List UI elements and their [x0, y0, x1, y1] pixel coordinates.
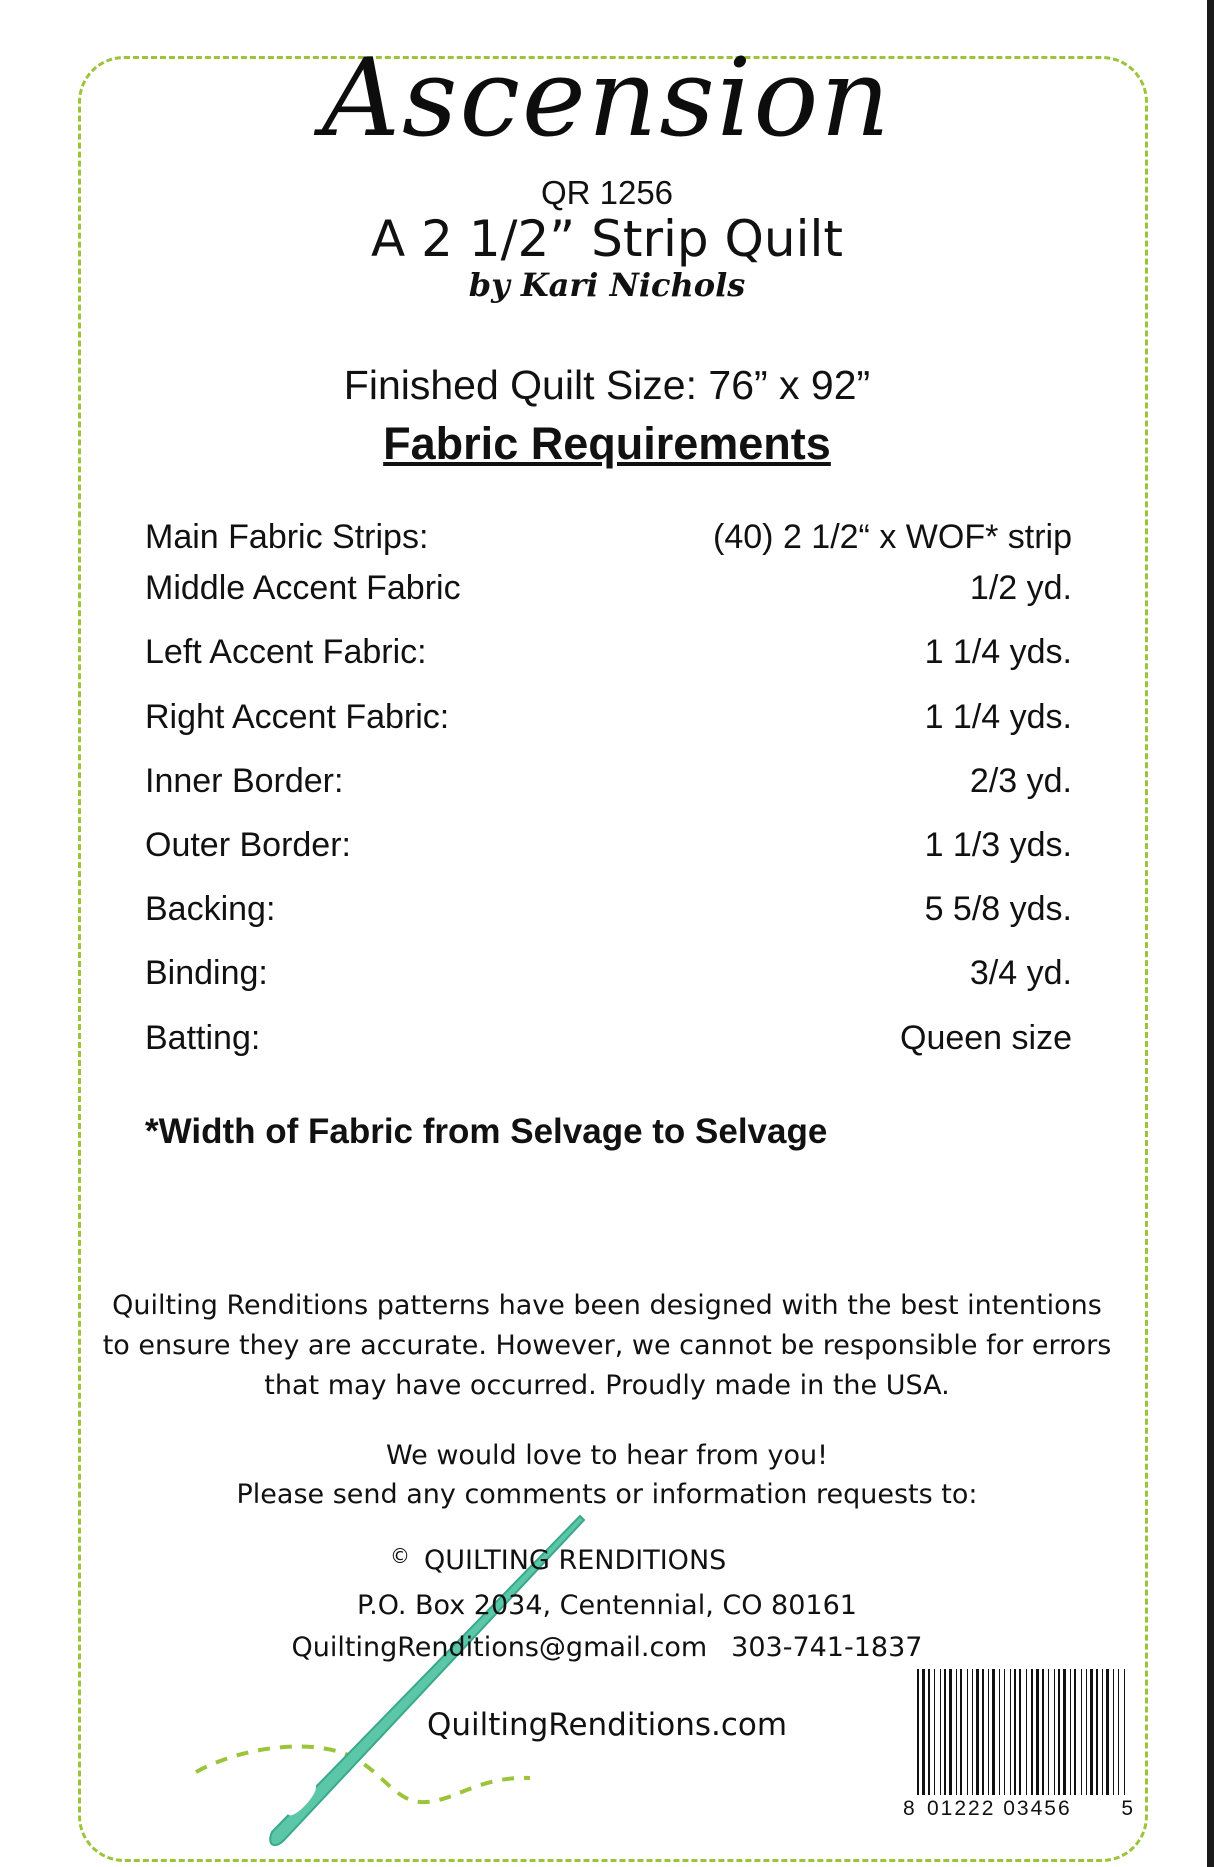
pattern-code: QR 1256: [540, 174, 674, 211]
barcode: [903, 1665, 1135, 1820]
barcode-digits: [903, 1795, 1135, 1823]
company-name: QUILTING RENDITIONS: [424, 1545, 727, 1576]
finished-quilt-size: Finished Quilt Size: 76” x 92”: [343, 362, 871, 408]
website-link[interactable]: QuiltingRenditions.com: [426, 1707, 788, 1743]
requirement-label: Batting:: [145, 1019, 261, 1057]
requirement-label: Inner Border:: [145, 762, 344, 800]
copyright-icon: ©: [390, 1544, 410, 1568]
contact-email-phone: [0, 1632, 1214, 1663]
requirement-amount: (40) 2 1/2“ x WOF* strip: [713, 518, 1072, 556]
requirement-amount: 5 5/8 yds.: [924, 890, 1072, 928]
disclaimer-line: that may have occurred. Proudly made in the USA.: [264, 1370, 950, 1401]
requirement-label: Main Fabric Strips:: [145, 518, 429, 556]
requirement-amount: 1 1/4 yds.: [924, 698, 1072, 736]
requirement-label: Outer Border:: [145, 826, 351, 864]
requirement-label: Middle Accent Fabric: [145, 569, 461, 607]
requirement-amount: 1 1/4 yds.: [924, 633, 1072, 671]
requirement-label: Right Accent Fabric:: [145, 698, 450, 736]
requirement-label: Binding:: [145, 954, 268, 992]
requirement-amount: 1 1/3 yds.: [924, 826, 1072, 864]
requirement-label: Backing:: [145, 890, 276, 928]
contact-intro-line: Please send any comments or information requests to:: [236, 1479, 978, 1510]
fabric-requirements-heading: Fabric Requirements: [383, 418, 831, 469]
barcode-bars: [903, 1665, 1135, 1795]
disclaimer-line: to ensure they are accurate. However, we cannot be responsible for errors: [102, 1330, 1112, 1361]
requirement-amount: Queen size: [900, 1019, 1072, 1057]
requirement-amount: 3/4 yd.: [969, 954, 1072, 992]
pattern-subtitle: A 2 1/2” Strip Quilt: [371, 210, 843, 268]
barcode-first-digit: 8: [903, 1797, 915, 1820]
contact-intro-line: We would love to hear from you!: [386, 1440, 828, 1471]
company-line: [390, 1544, 726, 1576]
barcode-middle-digits: 01222 03456: [921, 1797, 1078, 1821]
requirement-label: Left Accent Fabric:: [145, 633, 427, 671]
requirement-amount: 2/3 yd.: [969, 762, 1072, 800]
barcode-last-digit: 5: [1121, 1797, 1133, 1820]
disclaimer-line: Quilting Renditions patterns have been designed with the best intentions: [112, 1290, 1102, 1321]
pattern-author: by Kari Nichols: [468, 266, 746, 304]
pattern-title: Ascension: [322, 36, 892, 161]
requirement-amount: 1/2 yd.: [969, 569, 1072, 607]
contact-phone: 303-741-1837: [731, 1632, 923, 1663]
mailing-address: P.O. Box 2034, Centennial, CO 80161: [357, 1590, 857, 1621]
contact-email[interactable]: QuiltingRenditions@gmail.com: [291, 1632, 708, 1663]
wof-footnote: *Width of Fabric from Selvage to Selvage: [145, 1112, 828, 1151]
